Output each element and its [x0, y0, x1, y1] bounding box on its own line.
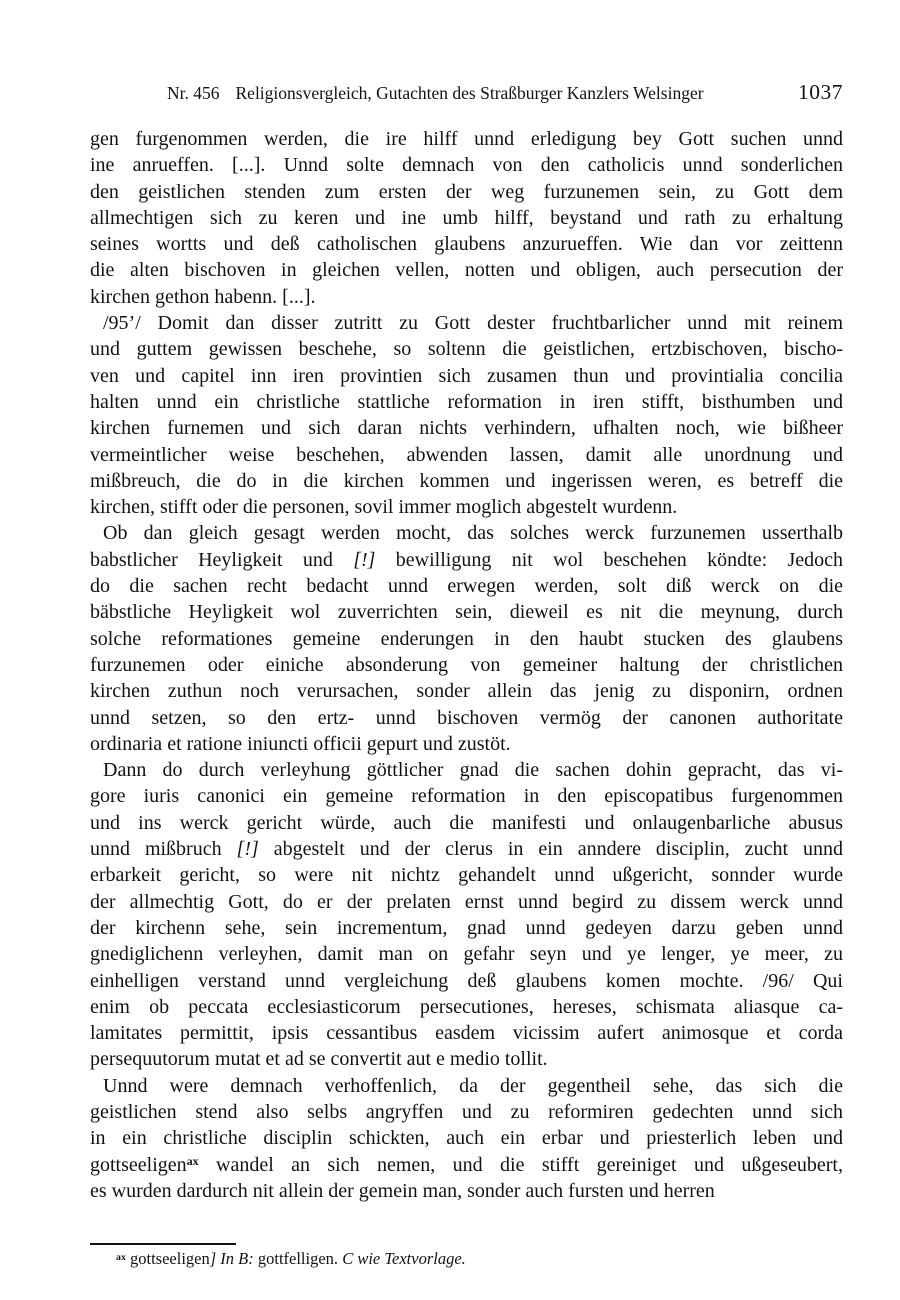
text-run: /95’/ Domit dan disser zutritt zu Gott dester fruchtbarlicher unnd mit reinem [103, 312, 843, 335]
text-run: solche reformationes gemeine enderungen in den haubt stucken des glaubens [90, 627, 843, 650]
text-run: ven und capitel inn iren provintien sich zusamen thun und provintialia concilia [90, 364, 843, 387]
text-line [90, 810, 843, 836]
text-line [90, 705, 843, 731]
text-run: Unnd were demnach verhoffenlich, da der gegentheil sehe, das sich die [103, 1074, 843, 1097]
text-line [90, 915, 843, 941]
text-run: in ein christliche disciplin schickten, auch ein erbar und priesterlich leben und [90, 1127, 843, 1150]
text-run: gore iuris canonici ein gemeine reformation in den episcopatibus furgenommen [90, 785, 843, 808]
text-run: einhelligen verstand unnd vergleichung deß glaubens komen mochte. /96/ Qui [90, 969, 843, 992]
text-line [90, 994, 843, 1020]
text-line [90, 573, 843, 599]
text-line [90, 152, 843, 178]
text-line [90, 1152, 843, 1178]
text-run: furzunemen oder einiche absonderung von gemeiner haltung der christlichen [90, 653, 843, 676]
text-line [90, 126, 843, 152]
editorial-italic: C wie Textvorlage. [342, 1249, 466, 1268]
text-line [90, 652, 843, 678]
text-run: lamitates permittit, ipsis cessantibus easdem vicissim aufert animosque et corda [90, 1022, 843, 1045]
text-run: allmechtigen sich zu keren und ine umb hilff, beystand und rath zu erhaltung [90, 206, 843, 229]
text-line [90, 1020, 843, 1046]
text-run: ine anrueffen. [...]. Unnd solte demnach von den catholicis unnd sonderlichen [90, 154, 843, 177]
text-run: kirchen furnemen und sich daran nichts verhindern, ufhalten noch, wie bißheer [90, 417, 843, 440]
text-run: enim ob peccata ecclesiasticorum persecutiones, hereses, schismata aliasque ca- [90, 995, 843, 1018]
text-line [90, 731, 843, 757]
text-run: die alten bischoven in gleichen vellen, notten und obligen, auch persecution der [90, 259, 843, 282]
body-text [90, 126, 843, 1204]
text-run: unnd setzen, so den ertz- unnd bischoven vermög der canonen authoritate [90, 706, 843, 729]
text-line [90, 415, 843, 441]
text-run: und guttem gewissen beschehe, so soltenn die geistlichen, ertzbischoven, bischo- [90, 338, 843, 361]
text-line [90, 363, 843, 389]
text-run: babstlicher Heyligkeit und [90, 548, 354, 571]
footnote-separator [90, 1243, 236, 1245]
text-run: gen furgenommen werden, die ire hilff unnd erledigung bey Gott suchen unnd [90, 128, 843, 150]
text-line [90, 1073, 843, 1099]
text-line [90, 1178, 843, 1204]
running-header [90, 80, 843, 105]
text-line [90, 836, 843, 862]
text-line [90, 310, 843, 336]
text-run: gottseeligen [125, 1249, 210, 1268]
text-run: der allmechtig Gott, do er der prelaten ernst unnd begird zu dissem werck unnd [90, 890, 843, 913]
text-line [90, 678, 843, 704]
text-line [90, 1125, 843, 1151]
text-line [90, 1046, 843, 1072]
text-run: erbarkeit gericht, so were nit nichtz gehandelt unnd ußgericht, sonnder wurde [90, 864, 843, 887]
text-run: kirchen, stifft oder die personen, sovil immer moglich abgestelt wurdenn. [90, 496, 678, 519]
text-line [90, 468, 843, 494]
text-run: seines wortts und deß catholischen glaubens anzurueffen. Wie dan vor zeittenn [90, 233, 843, 256]
text-run: vermeintlicher weise beschehen, abwenden lassen, damit alle unordnung und [90, 443, 843, 466]
text-run: wandel an sich nemen, und die stifft gereiniget und ußgeseubert, [198, 1153, 843, 1176]
text-line [90, 389, 843, 415]
text-line [90, 257, 843, 283]
text-line [90, 336, 843, 362]
text-line [90, 1099, 843, 1125]
text-line [90, 626, 843, 652]
document-number: Nr. 456 [167, 83, 220, 103]
text-line [90, 862, 843, 888]
page-number: 1037 [798, 80, 843, 104]
footnote [90, 1248, 843, 1270]
footnote-marker: ax [186, 1154, 199, 1169]
text-run: abgestelt und der clerus in ein anndere disciplin, zucht unnd [258, 838, 843, 861]
text-run: persequutorum mutat et ad se convertit aut e medio tollit. [90, 1048, 548, 1071]
text-line [90, 442, 843, 468]
text-line [90, 231, 843, 257]
text-run: bäbstliche Heyligkeit wol zuverrichten sein, dieweil es nit die meynung, durch [90, 601, 843, 624]
text-run: Ob dan gleich gesagt werden mocht, das solches werck furzunemen usserthalb [103, 522, 843, 545]
editorial-italic: ] In B: [209, 1249, 254, 1268]
text-run: unnd mißbruch [90, 838, 237, 861]
text-run: und ins werck gericht würde, auch die manifesti und onlaugenbarliche abusus [90, 811, 843, 834]
text-run: den geistlichen stenden zum ersten der weg furzunemen sein, zu Gott dem [90, 180, 843, 203]
text-line [90, 284, 843, 310]
text-run: gottfelligen. [253, 1249, 343, 1268]
text-run: kirchen zuthun noch verursachen, sonder allein das jenig zu disponirn, ordnen [90, 680, 843, 703]
text-run: bewilligung nit wol beschehen köndte: Jedoch [375, 548, 843, 571]
text-run: es wurden dardurch nit allein der gemein man, sonder auch fursten und herren [90, 1179, 715, 1202]
text-run: do die sachen recht bedacht unnd erwegen werden, solt diß werck on die [90, 575, 843, 598]
text-line [90, 599, 843, 625]
text-run: mißbreuch, die do in die kirchen kommen und ingerissen weren, es betreff die [90, 469, 843, 492]
text-line [90, 520, 843, 546]
text-line [90, 179, 843, 205]
text-line [90, 889, 843, 915]
text-run: halten unnd ein christliche stattliche reformation in iren stifft, bisthumben und [90, 390, 843, 413]
text-line [90, 494, 843, 520]
text-line [90, 547, 843, 573]
text-run: geistlichen stend also selbs angryffen und zu reformiren gedechten unnd sich [90, 1100, 843, 1123]
editorial-italic: [!] [236, 838, 259, 861]
text-line [90, 783, 843, 809]
running-title: Religionsvergleich, Gutachten des Straßburger Kanzlers Welsinger [235, 83, 704, 103]
editorial-italic: [!] [353, 548, 376, 571]
text-line [90, 941, 843, 967]
text-run: gnediglichenn verleyhen, damit man on gefahr seyn und ye lenger, ye meer, zu [90, 943, 843, 966]
text-run: gottseeligen [90, 1153, 187, 1176]
text-run: ordinaria et ratione iniuncti officii gepurt und zustöt. [90, 732, 511, 755]
text-line [90, 968, 843, 994]
text-line [90, 757, 843, 783]
text-line [90, 205, 843, 231]
footnote-marker: ax [116, 1251, 126, 1263]
text-run: kirchen gethon habenn. [...]. [90, 285, 316, 308]
text-run: Dann do durch verleyhung göttlicher gnad die sachen dohin gepracht, das vi- [103, 759, 843, 782]
text-run: der kirchenn sehe, sein incrementum, gnad unnd gedeyen darzu geben unnd [90, 916, 843, 939]
